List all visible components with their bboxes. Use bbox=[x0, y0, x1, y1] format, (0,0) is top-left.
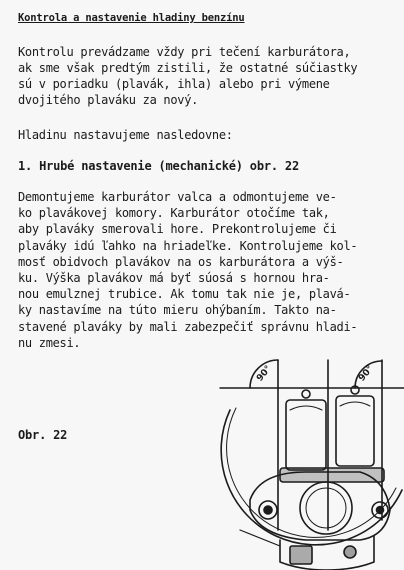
section-heading: Kontrola a nastavenie hladiny benzínu bbox=[18, 12, 245, 24]
text-line: ky nastavíme na túto mieru ohýbaním. Takto na- bbox=[18, 303, 337, 318]
text-line: plaváky idú ľahko na hriadeľke. Kontrolujeme kol- bbox=[18, 238, 358, 253]
text-line: aby plaváky smerovali hore. Prekontrolujeme či bbox=[18, 222, 337, 237]
text-line: sú v poriadku (plavák, ihla) alebo pri výmene bbox=[18, 77, 330, 91]
text-line: nu zmesi. bbox=[18, 335, 81, 350]
angle-label-left: 90° bbox=[255, 364, 274, 384]
text-line: mosť obidvoch plavákov na os karburátora a výš- bbox=[18, 254, 344, 269]
text-line: stavené plaváky by mali zabezpečiť správnu hladi- bbox=[18, 319, 358, 334]
text-line: ku. Výška plavákov má byť súosá s hornou hra- bbox=[18, 271, 330, 286]
paragraph-intro bbox=[18, 44, 390, 108]
text-line: ak sme však predtým zistili, že ostatné súčiastky bbox=[18, 61, 358, 75]
carburetor-float-diagram bbox=[210, 340, 404, 570]
subheading-coarse-adjustment: 1. Hrubé nastavenie (mechanické) obr. 22 bbox=[18, 159, 299, 173]
paragraph-instructions bbox=[18, 189, 390, 351]
text-line: ko plavákovej komory. Karburátor otočíme tak, bbox=[18, 206, 330, 221]
text-line: Demontujeme karburátor valca a odmontujeme ve- bbox=[18, 190, 337, 204]
figure-caption: Obr. 22 bbox=[18, 428, 68, 442]
text-line: dvojitého plaváku za nový. bbox=[18, 93, 199, 107]
text-line: Kontrolu prevádzame vždy pri tečení karburátora, bbox=[18, 45, 351, 59]
angle-label-right: 90° bbox=[357, 364, 376, 384]
text-line: nou emulznej trubice. Ak tomu tak nie je, plavá- bbox=[18, 287, 351, 302]
paragraph-procedure-intro: Hladinu nastavujeme nasledovne: bbox=[18, 128, 233, 142]
